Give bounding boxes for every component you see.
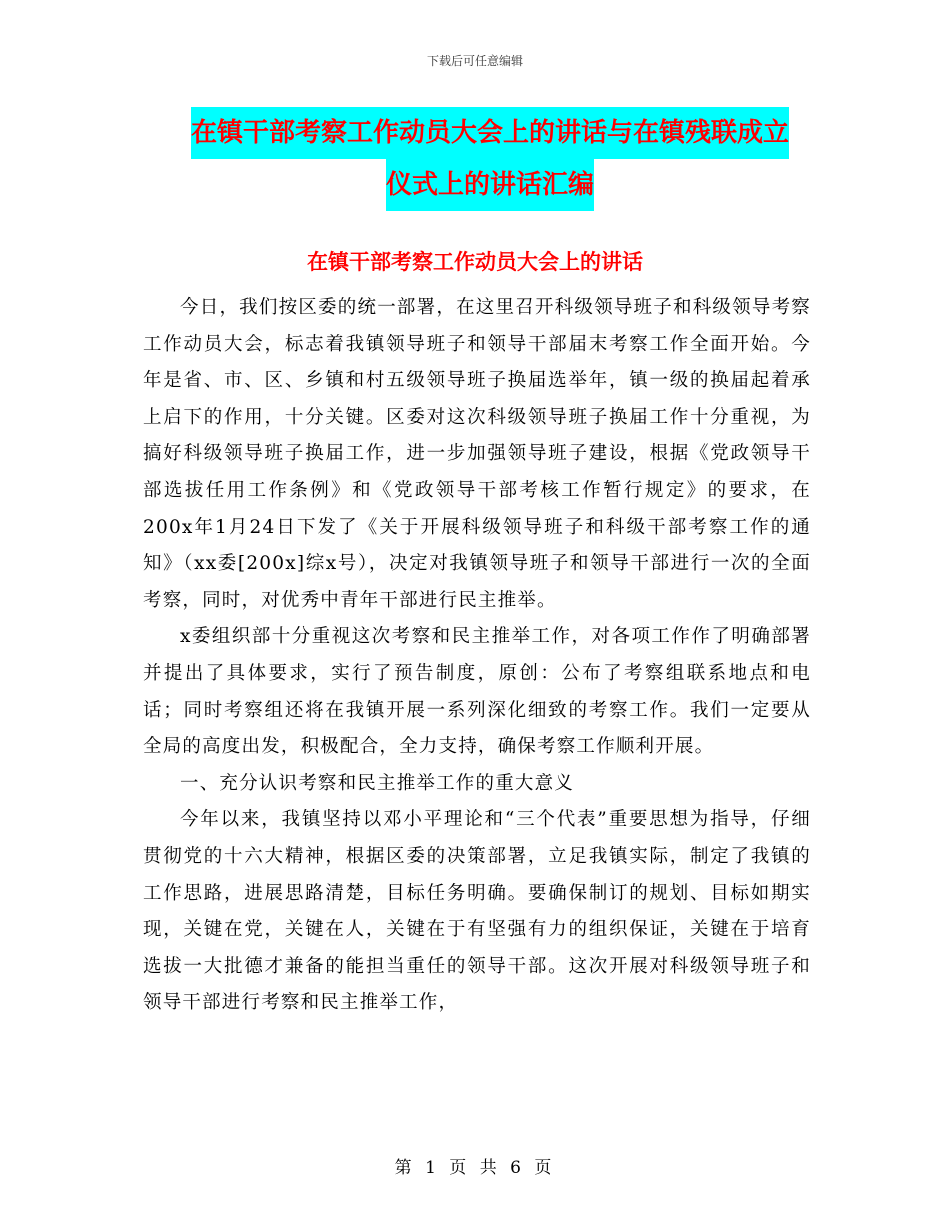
document-title-line-2: 仪式上的讲话汇编 — [386, 159, 594, 211]
body-text — [143, 290, 811, 1022]
paragraph-3: 今年以来，我镇坚持以邓小平理论和“三个代表”重要思想为指导，仔细贯彻党的十六大精神，根据区委的决策部署，立足我镇实际，制定了我镇的工作思路，进展思路清楚，目标任务明确。要确保制订的规划、目标如期实现，关键在党，关键在人，关键在于有坚强有力的组织保证，关键在于培育选拔一大批德才兼备的能担当重任的领导干部。这次开展对科级领导班子和领导干部进行考察和民主推举工作， — [143, 809, 811, 1014]
page-footer: 第 1 页 共 6 页 — [394, 1158, 556, 1178]
document-title-line-1: 在镇干部考察工作动员大会上的讲话与在镇残联成立 — [191, 107, 789, 159]
section-title: 在镇干部考察工作动员大会上的讲话 — [307, 250, 643, 274]
document-title — [150, 107, 830, 211]
section-heading-1: 一、充分认识考察和民主推举工作的重大意义 — [180, 772, 575, 794]
paragraph-1: 今日，我们按区委的统一部署，在这里召开科级领导班子和科级领导考察工作动员大会，标志着我镇领导班子和领导干部届末考察工作全面开始。今年是省、市、区、乡镇和村五级领导班子换届选举年，镇一级的换届起着承上启下的作用，十分关键。区委对这次科级领导班子换届工作十分重视，为搞好科级领导班子换届工作，进一步加强领导班子建设，根据《党政领导干部选拔任用工作条例》和《党政领导干部考核工作暂行规定》的要求，在200x年1月24日下发了《关于开展科级领导班子和科级干部考察工作的通知》（xx委[200x]综x号），决定对我镇领导班子和领导干部进行一次的全面考察，同时，对优秀中青年干部进行民主推举。 — [143, 297, 811, 611]
header-note: 下载后可任意编辑 — [426, 54, 523, 68]
paragraph-2: x委组织部十分重视这次考察和民主推举工作，对各项工作作了明确部署并提出了具体要求，实行了预告制度，原创：公布了考察组联系地点和电话；同时考察组还将在我镇开展一系列深化细致的考察工作。我们一定要从全局的高度出发，积极配合，全力支持，确保考察工作顺利开展。 — [143, 626, 811, 758]
